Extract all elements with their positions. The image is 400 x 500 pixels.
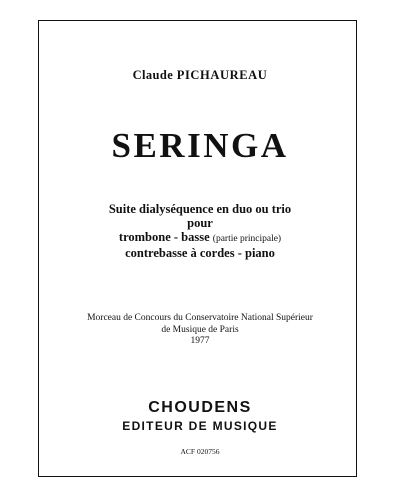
subtitle-line-3 bbox=[0, 230, 400, 246]
composer-name bbox=[0, 68, 400, 83]
contest-year: 1977 bbox=[190, 336, 210, 346]
contest-line-2: de Musique de Paris bbox=[161, 324, 239, 335]
subtitle-line-3-note: (partie principale) bbox=[212, 234, 282, 244]
publisher-name: CHOUDENS bbox=[148, 399, 252, 416]
catalog-number: ACF 020756 bbox=[180, 447, 220, 456]
work-title: SERINGA bbox=[111, 126, 289, 165]
instrumentation-block bbox=[0, 202, 400, 260]
subtitle-line-2: pour bbox=[187, 216, 213, 230]
subtitle-line-3-main: trombone - basse bbox=[118, 230, 210, 244]
contest-info-block bbox=[0, 313, 400, 348]
composer-first-name: Claude bbox=[132, 68, 174, 82]
subtitle-line-4: contrebasse à cordes - piano bbox=[125, 246, 275, 260]
contest-line-1: Morceau de Concours du Conservatoire National Supérieur bbox=[87, 313, 313, 323]
subtitle-line-1: Suite dialyséquence en duo ou trio bbox=[108, 202, 292, 216]
publisher-subtitle: EDITEUR DE MUSIQUE bbox=[122, 419, 278, 433]
composer-last-name: PICHAUREAU bbox=[176, 68, 268, 82]
